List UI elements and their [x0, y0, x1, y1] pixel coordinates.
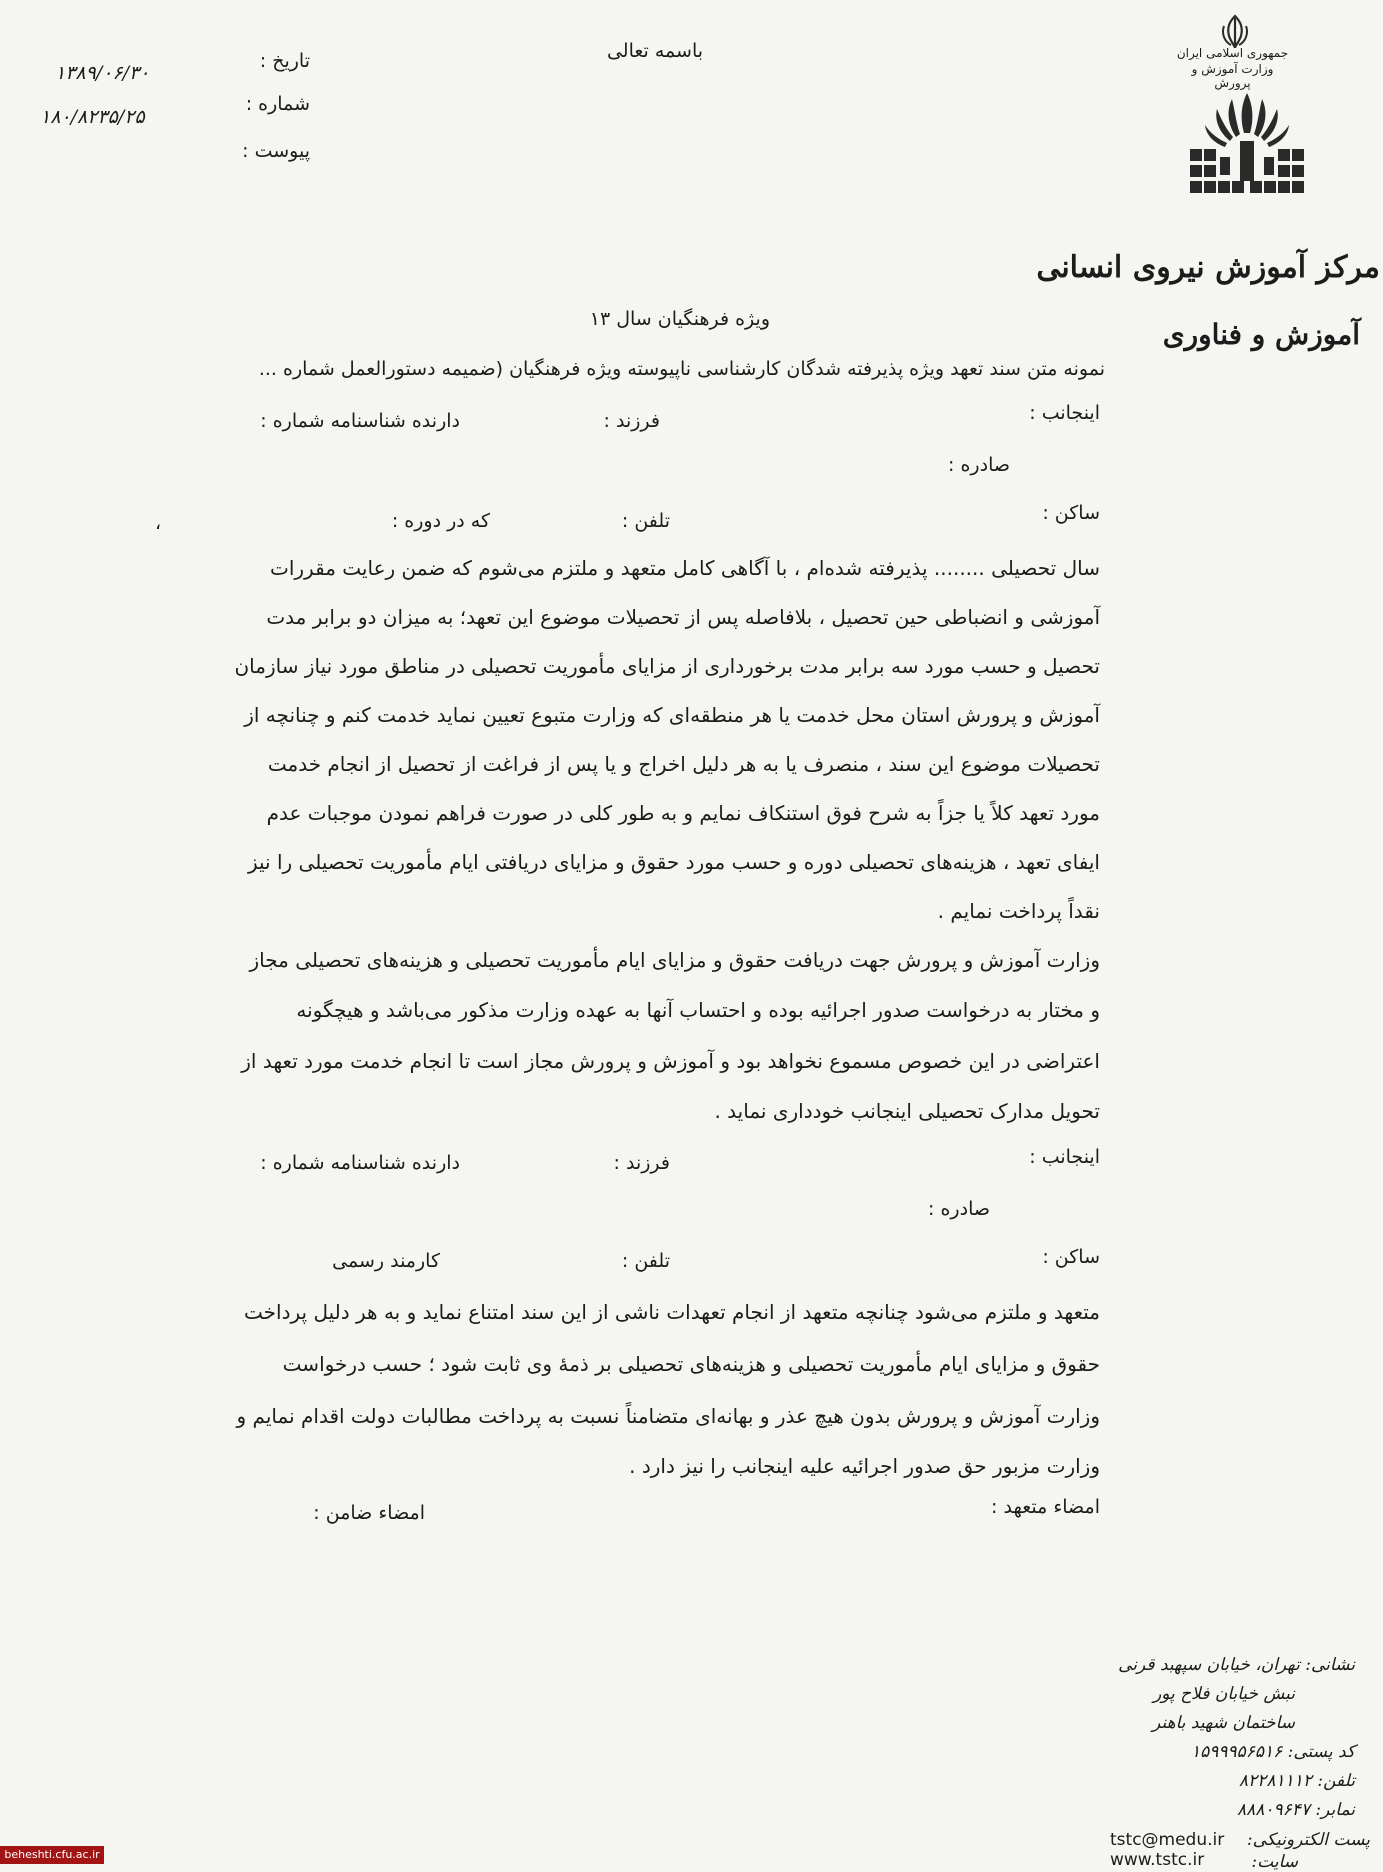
paragraph2-line: تحویل مدارک تحصیلی اینجانب خودداری نماید .: [714, 1099, 1100, 1123]
email-link[interactable]: tstc@medu.ir: [1110, 1830, 1225, 1850]
address-line: ساختمان شهید باهنر: [1152, 1713, 1295, 1733]
invocation: باسمه تعالی: [606, 40, 704, 62]
paragraph1-line: نقداً پرداخت نمایم .: [937, 899, 1100, 923]
tree-logo-icon: [1180, 85, 1315, 210]
email-label: پست الکترونیکی:: [1246, 1830, 1370, 1850]
guarantor-id-holder-label: دارنده شناسنامه شماره :: [260, 1152, 460, 1174]
postal-code: کد پستی: ۱۵۹۹۹۵۶۵۱۶: [1190, 1742, 1355, 1762]
paragraph3-line: متعهد و ملتزم می‌شود چنانچه متعهد از انجام تعهدات ناشی از این سند امتناع نماید و به هر دلیل پرداخت: [244, 1300, 1100, 1324]
guarantor-signature-label: امضاء ضامن :: [313, 1502, 425, 1524]
obligor-signature-label: امضاء متعهد :: [991, 1496, 1100, 1518]
date-label: تاریخ :: [259, 50, 310, 72]
paragraph2-line: و مختار به درخواست صدور اجرائیه بوده و احتساب آنها به عهده وزارت مذکور می‌باشد و هیچگونه: [296, 998, 1100, 1022]
paragraph3-line: وزارت مزبور حق صدور اجرائیه علیه اینجانب را نیز دارد .: [629, 1454, 1100, 1478]
document-title: ویژه فرهنگیان سال ۱۳: [589, 308, 770, 330]
paragraph1-line: ایفای تعهد ، هزینه‌های تحصیلی دوره و حسب مورد حقوق و مزایای دریافتی ایام مأموریت تحصیلی را نیز: [247, 850, 1100, 874]
guarantor-issued-label: صادره :: [928, 1198, 990, 1220]
paragraph1-line: سال تحصیلی ........ پذیرفته شده‌ام ، با آگاهی کامل متعهد و ملتزم می‌شوم که ضمن رعایت مقررات: [270, 556, 1100, 580]
number-label: شماره :: [245, 93, 310, 115]
paragraph1-line: تحصیلات موضوع این سند ، منصرف یا به هر دلیل اخراج و یا پس از فراغت از تحصیل از انجام خدمت: [267, 752, 1100, 776]
paragraph1-line: آموزش و پرورش استان محل خدمت یا هر منطقه‌ای که وزارت متبوع تعیین نماید خدمت کنم و چنانچه از: [244, 703, 1100, 727]
child-label: فرزند :: [603, 410, 660, 432]
paragraph1-line: مورد تعهد کلاً یا جزاً به شرح فوق استنکاف نمایم و به طور کلی در صورت فراهم نمودن موجبات عدم: [266, 801, 1100, 825]
resident-label: ساکن :: [1042, 502, 1100, 524]
number-value: ۱۸۰/۸۲۳۵/۲۵: [40, 106, 145, 128]
paragraph3-line: وزارت آموزش و پرورش بدون هیچ عذر و بهانه‌ای متضامناً نسبت به پرداخت مطالبات دولت اقدام نمایم و: [236, 1404, 1100, 1428]
phone-label: تلفن :: [621, 510, 670, 532]
document-subtitle: نمونه متن سند تعهد ویژه پذیرفته شدگان کارشناسی ناپیوسته ویژه فرهنگیان (ضمیمه دستورالعمل شماره ...: [258, 358, 1105, 380]
website-link[interactable]: www.tstc.ir: [1110, 1850, 1205, 1870]
center-name-line-2: آموزش و فناوری: [1162, 318, 1360, 351]
center-name-line-1: مرکز آموزش نیروی انسانی: [1036, 250, 1380, 285]
guarantor-phone-label: تلفن :: [621, 1250, 670, 1272]
id-holder-label: دارنده شناسنامه شماره :: [260, 410, 460, 432]
address-line: نبش خیابان فلاح پور: [1153, 1684, 1295, 1704]
phone-number: تلفن: ۸۲۲۸۱۱۱۲: [1238, 1771, 1355, 1791]
fax-number: نمابر: ۸۸۸۰۹۶۴۷: [1236, 1800, 1355, 1820]
gov-line-1: جمهوری اسلامی ایران: [1176, 46, 1289, 60]
paragraph3-line: حقوق و مزایای ایام مأموریت تحصیلی و هزینه‌های تحصیلی بر ذمهٔ وی ثابت شود ؛ حسب درخواست: [282, 1352, 1100, 1376]
watermark-badge: beheshti.cfu.ac.ir: [0, 1846, 104, 1864]
paragraph1-line: آموزشی و انضباطی حین تحصیل ، بلافاصله پس از تحصیلات موضوع این تعهد؛ به میزان دو برابر مدت: [266, 605, 1100, 629]
course-mark: ،: [155, 512, 162, 534]
gov-line-2: وزارت آموزش و پرورش: [1191, 62, 1274, 90]
website-label: سایت:: [1251, 1852, 1298, 1872]
course-label: که در دوره :: [391, 510, 490, 532]
applicant-label: اینجانب :: [1029, 402, 1100, 424]
issued-label: صادره :: [948, 454, 1010, 476]
date-value: ۱۳۸۹/۰۶/۳۰: [55, 62, 150, 84]
guarantor-resident-label: ساکن :: [1042, 1246, 1100, 1268]
paragraph2-line: وزارت آموزش و پرورش جهت دریافت حقوق و مزایای ایام مأموریت تحصیلی و هزینه‌های تحصیلی مجاز: [249, 948, 1100, 972]
attachment-label: پیوست :: [242, 140, 310, 162]
paragraph1-line: تحصیل و حسب مورد سه برابر مدت برخورداری از مزایای مأموریت تحصیلی در مناطق مورد نیاز سازمان: [234, 654, 1100, 678]
address-line: نشانی: تهران، خیابان سپهبد قرنی: [1118, 1655, 1355, 1675]
guarantor-applicant-label: اینجانب :: [1029, 1146, 1100, 1168]
paragraph2-line: اعتراضی در این خصوص مسموع نخواهد بود و آموزش و پرورش مجاز است تا انجام خدمت مورد تعهد از: [241, 1049, 1100, 1073]
employee-status-label: کارمند رسمی: [332, 1250, 440, 1272]
guarantor-child-label: فرزند :: [613, 1152, 670, 1174]
